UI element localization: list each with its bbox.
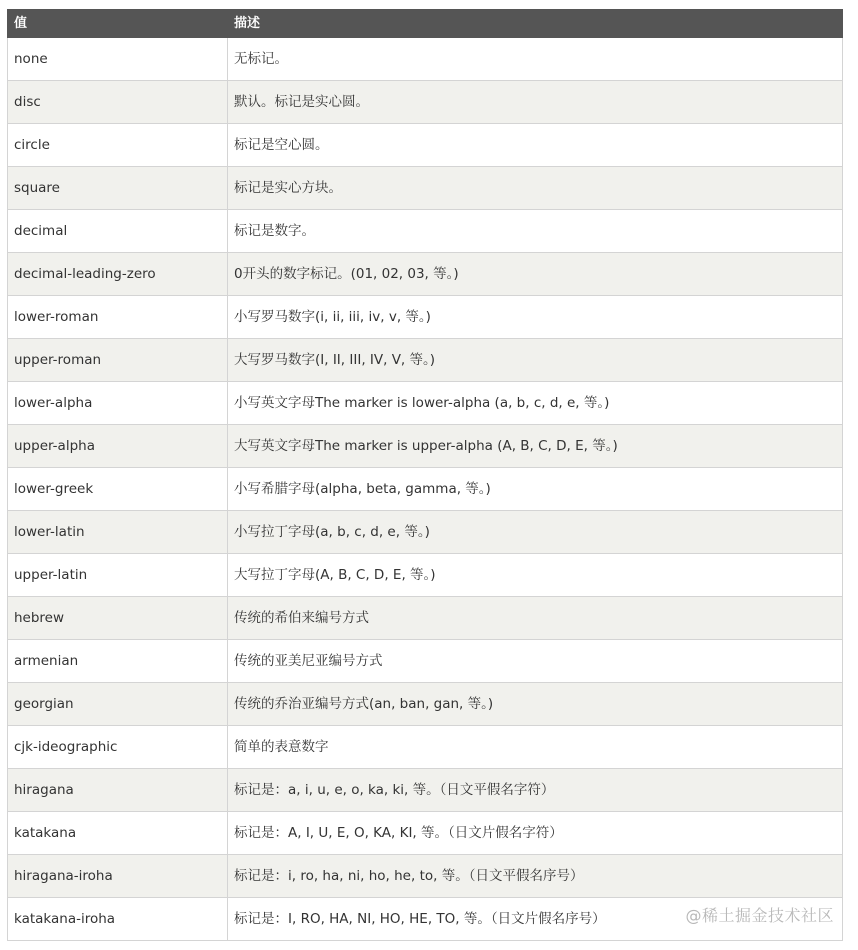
table-row	[8, 683, 843, 726]
row-description-cell: 标记是：a, i, u, e, o, ka, ki, 等。（日文平假名字符）	[228, 769, 843, 812]
table-row	[8, 253, 843, 296]
row-value-cell: armenian	[8, 640, 228, 683]
table-row	[8, 597, 843, 640]
row-value-cell: hiragana-iroha	[8, 855, 228, 898]
row-description-cell: 大写英文字母The marker is upper-alpha (A, B, C, D, E, 等。)	[228, 425, 843, 468]
row-description-cell: 传统的亚美尼亚编号方式	[228, 640, 843, 683]
row-value-cell: hebrew	[8, 597, 228, 640]
row-description-cell: 标记是：I, RO, HA, NI, HO, HE, TO, 等。（日文片假名序号）	[228, 898, 843, 941]
row-description-cell: 标记是数字。	[228, 210, 843, 253]
table-row	[8, 468, 843, 511]
list-style-type-table	[7, 9, 843, 941]
row-description-cell: 标记是：A, I, U, E, O, KA, KI, 等。（日文片假名字符）	[228, 812, 843, 855]
table-row	[8, 38, 843, 81]
row-value-cell: lower-roman	[8, 296, 228, 339]
table-row	[8, 382, 843, 425]
row-description-cell: 默认。标记是实心圆。	[228, 81, 843, 124]
table-body	[8, 38, 843, 941]
table-row	[8, 296, 843, 339]
table-header	[8, 10, 843, 38]
header-row	[8, 10, 843, 38]
row-description-cell: 小写希腊字母(alpha, beta, gamma, 等。)	[228, 468, 843, 511]
table-row	[8, 210, 843, 253]
row-value-cell: circle	[8, 124, 228, 167]
row-value-cell: cjk-ideographic	[8, 726, 228, 769]
row-value-cell: hiragana	[8, 769, 228, 812]
table-row	[8, 855, 843, 898]
row-description-cell: 传统的乔治亚编号方式(an, ban, gan, 等。)	[228, 683, 843, 726]
row-value-cell: none	[8, 38, 228, 81]
row-value-cell: decimal	[8, 210, 228, 253]
table-row	[8, 640, 843, 683]
row-description-cell: 0开头的数字标记。(01, 02, 03, 等。)	[228, 253, 843, 296]
row-value-cell: upper-alpha	[8, 425, 228, 468]
row-value-cell: katakana	[8, 812, 228, 855]
row-description-cell: 大写罗马数字(I, II, III, IV, V, 等。)	[228, 339, 843, 382]
table-row	[8, 769, 843, 812]
row-value-cell: upper-roman	[8, 339, 228, 382]
header-description: 描述	[228, 10, 843, 38]
row-value-cell: decimal-leading-zero	[8, 253, 228, 296]
table-row	[8, 339, 843, 382]
row-value-cell: lower-greek	[8, 468, 228, 511]
watermark: @稀土掘金技术社区	[685, 906, 834, 925]
row-description-cell: 小写罗马数字(i, ii, iii, iv, v, 等。)	[228, 296, 843, 339]
row-description-cell: 简单的表意数字	[228, 726, 843, 769]
table-row	[8, 554, 843, 597]
row-description-cell: 标记是空心圆。	[228, 124, 843, 167]
list-style-type-table-container	[7, 9, 842, 941]
row-value-cell: square	[8, 167, 228, 210]
row-description-cell: 传统的希伯来编号方式	[228, 597, 843, 640]
row-description-cell: 标记是：i, ro, ha, ni, ho, he, to, 等。（日文平假名序号）	[228, 855, 843, 898]
row-description-cell: 标记是实心方块。	[228, 167, 843, 210]
row-value-cell: upper-latin	[8, 554, 228, 597]
table-row	[8, 812, 843, 855]
row-value-cell: georgian	[8, 683, 228, 726]
row-description-cell: 大写拉丁字母(A, B, C, D, E, 等。)	[228, 554, 843, 597]
header-value: 值	[8, 10, 228, 38]
table-row	[8, 124, 843, 167]
row-description-cell: 小写拉丁字母(a, b, c, d, e, 等。)	[228, 511, 843, 554]
table-row	[8, 726, 843, 769]
row-value-cell: lower-latin	[8, 511, 228, 554]
row-description-cell: 无标记。	[228, 38, 843, 81]
table-row	[8, 425, 843, 468]
table-row	[8, 81, 843, 124]
table-row	[8, 167, 843, 210]
row-value-cell: lower-alpha	[8, 382, 228, 425]
row-description-cell: 小写英文字母The marker is lower-alpha (a, b, c, d, e, 等。)	[228, 382, 843, 425]
row-value-cell: disc	[8, 81, 228, 124]
table-row	[8, 511, 843, 554]
row-value-cell: katakana-iroha	[8, 898, 228, 941]
